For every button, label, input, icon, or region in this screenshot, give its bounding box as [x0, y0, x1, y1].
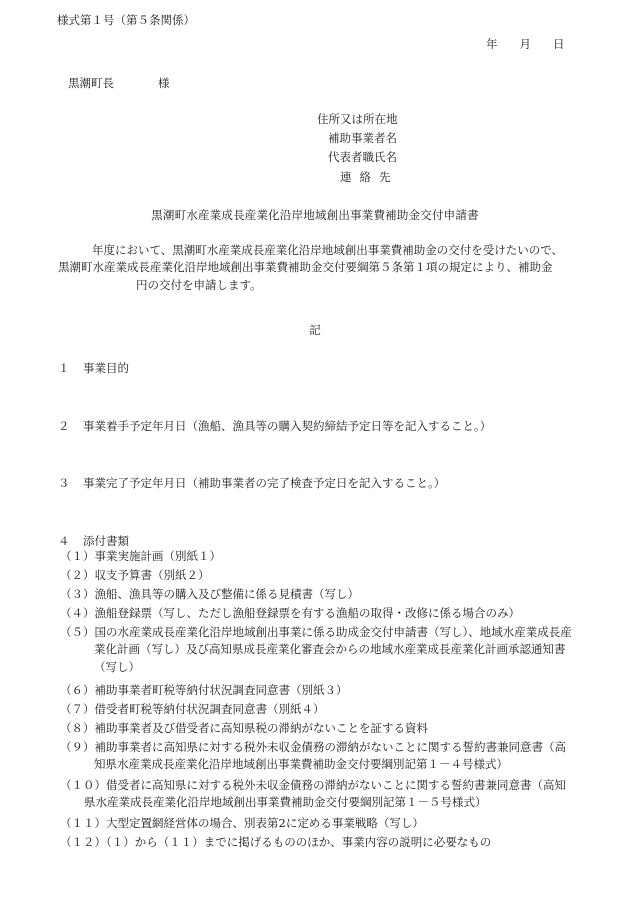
applicant-business-label: 補助事業者名 — [328, 131, 397, 145]
section-text: 添付書類 — [83, 534, 129, 548]
attachment-line: （１１）大型定置網経営体の場合、別表第2に定める事業戦略（写し） — [60, 816, 424, 830]
section-text: 事業完了予定年月日（補助事業者の完了検査予定日を記入すること。） — [83, 476, 446, 490]
section-completion-date — [58, 476, 445, 490]
attachment-item — [60, 625, 572, 674]
body-text — [58, 243, 578, 295]
attachment-line: （５）国の水産業成長産業化沿岸地域創出事業に係る助成金交付申請書（写し）、地域水産業成長産 — [60, 625, 572, 639]
document-title: 黒潮町水産業成長産業化沿岸地域創出事業費補助金交付申請書 — [151, 208, 479, 222]
attachment-item — [60, 587, 359, 601]
section-number: ４ — [58, 534, 70, 548]
attachment-item — [60, 549, 221, 563]
addressee — [68, 76, 170, 90]
section-purpose — [58, 361, 129, 375]
attachment-line: 知県水産業成長産業化沿岸地域創出事業費補助金交付要綱別記第１－４号様式） — [94, 757, 508, 772]
attachment-line: （１）事業実施計画（別紙１） — [60, 549, 221, 563]
section-text: 事業着手予定年月日（漁船、漁具等の購入契約締結予定日等を記入すること。） — [83, 419, 492, 433]
section-number: １ — [58, 361, 70, 375]
body-line-2: 黒潮町水産業成長産業化沿岸地域創出事業費補助金交付要綱第５条第１項の規定により、補助金 — [58, 260, 553, 275]
attachment-item — [60, 721, 428, 735]
attachment-line: （２）収支予算書（別紙２） — [60, 568, 210, 582]
date-year: 年 — [486, 37, 498, 51]
applicant-address-label: 住所又は所在地 — [317, 112, 398, 126]
body-line-3: 円の交付を申請します。 — [136, 277, 262, 292]
attachment-line: 業化計画（写し）及び高知県成長産業化審査会からの地域水産業成長産業化計画承認通知書 — [94, 642, 566, 657]
section-start-date — [58, 419, 491, 433]
attachment-line: （写し） — [94, 659, 140, 674]
ki-heading: 記 — [309, 323, 321, 337]
attachment-item — [60, 702, 325, 716]
date-month: 月 — [519, 37, 531, 51]
attachment-line: （４）漁船登録票（写し、ただし漁船登録票を有する漁船の取得・改修に係る場合のみ） — [60, 606, 520, 620]
attachment-line: 県水産業成長産業化沿岸地域創出事業費補助金交付要綱別記第１－５号様式） — [84, 795, 487, 810]
form-number: 様式第１号（第５条関係） — [57, 13, 195, 27]
attachment-item — [60, 606, 520, 620]
date-line — [486, 37, 565, 51]
attachment-item — [60, 740, 566, 772]
date-day: 日 — [553, 37, 565, 51]
applicant-representative-label: 代表者職氏名 — [328, 150, 397, 164]
section-attachments — [58, 534, 129, 548]
attachment-line: （８）補助事業者及び借受者に高知県税の滞納がないことを証する資料 — [60, 721, 428, 735]
body-line-1: 年度において、黒潮町水産業成長産業化沿岸地域創出事業費補助金の交付を受けたいので、 — [92, 243, 564, 257]
addressee-name: 黒潮町長 — [68, 76, 114, 90]
attachment-item — [60, 683, 348, 697]
attachment-line: （１０）借受者に高知県に対する税外未収金債務の滞納がないことに関する誓約書兼同意書（高知 — [60, 778, 566, 792]
section-text: 事業目的 — [83, 361, 129, 375]
attachment-item — [60, 778, 566, 810]
attachment-line: （９）補助事業者に高知県に対する税外未収金債務の滞納がないことに関する誓約書兼同意書（高 — [60, 740, 566, 754]
attachment-line: （７）借受者町税等納付状況調査同意書（別紙４） — [60, 702, 325, 716]
attachment-item — [60, 568, 210, 582]
attachment-line: （１２）（１）から（１１）までに掲げるもののほか、事業内容の説明に必要なもの — [60, 835, 492, 849]
attachment-item — [60, 835, 491, 849]
section-number: ２ — [58, 419, 70, 433]
attachment-line: （３）漁船、漁具等の購入及び整備に係る見積書（写し） — [60, 587, 359, 601]
addressee-honorific: 様 — [158, 76, 170, 90]
section-number: ３ — [58, 476, 70, 490]
attachment-line: （６）補助事業者町税等納付状況調査同意書（別紙３） — [60, 683, 348, 697]
attachment-item — [60, 816, 424, 830]
applicant-contact-label: 連絡先 — [340, 170, 399, 184]
